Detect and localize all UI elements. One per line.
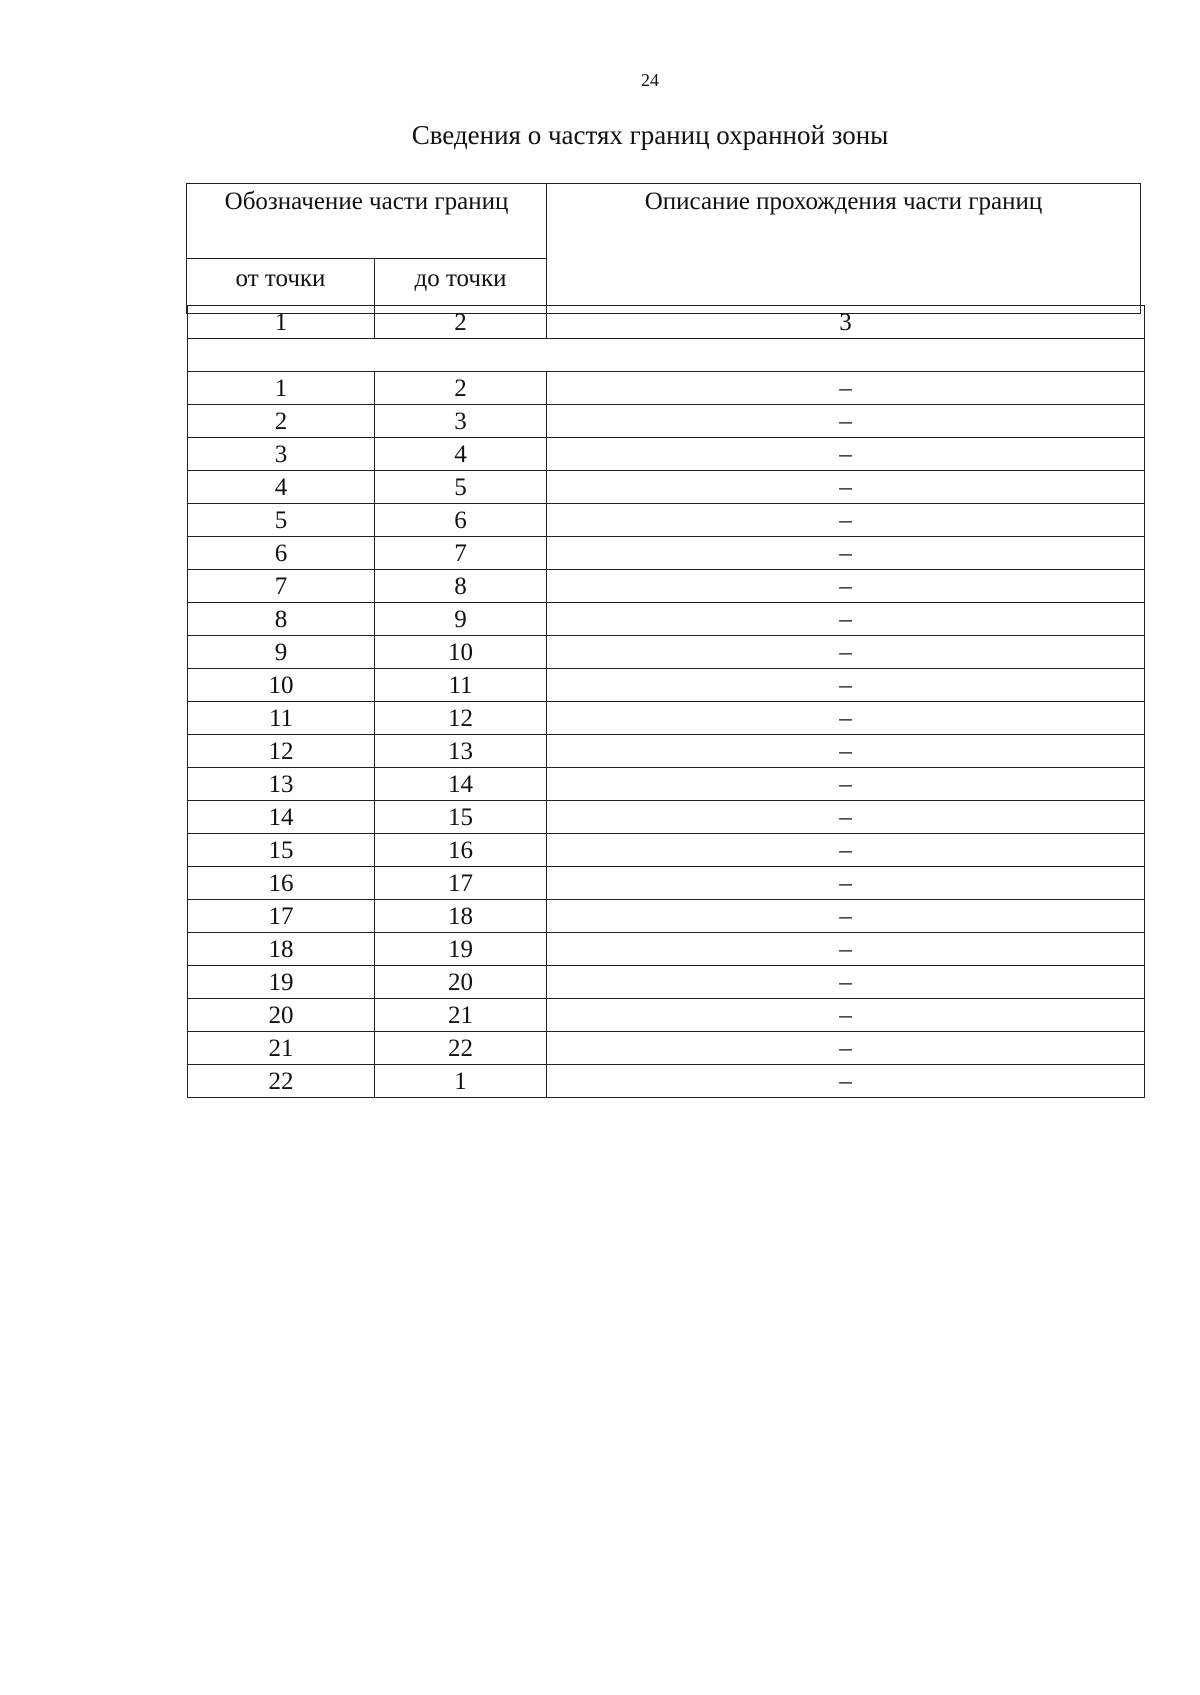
table-row [188,537,1145,570]
description-cell: – [547,867,1145,900]
table-row [188,570,1145,603]
table-header [186,183,1141,314]
to-point-cell: 13 [375,735,547,768]
from-point-cell: 13 [188,768,375,801]
column-number: 1 [188,306,375,339]
to-point-cell: 11 [375,669,547,702]
from-point-cell: 18 [188,933,375,966]
from-point-cell: 21 [188,1032,375,1065]
description-cell: – [547,702,1145,735]
page-title: Сведения о частях границ охранной зоны [411,120,889,150]
from-point-cell: 8 [188,603,375,636]
column-number: 3 [547,306,1145,339]
table-row [188,702,1145,735]
table-row [188,471,1145,504]
to-point-cell: 9 [375,603,547,636]
from-point-cell: 22 [188,1065,375,1098]
blank-row [188,339,1145,372]
to-point-cell: 15 [375,801,547,834]
to-point-cell: 3 [375,405,547,438]
description-cell: – [547,570,1145,603]
table-row [188,867,1145,900]
from-point-cell: 20 [188,999,375,1032]
description-cell: – [547,1032,1145,1065]
description-cell: – [547,834,1145,867]
from-point-cell: 12 [188,735,375,768]
table-row [188,504,1145,537]
description-cell: – [547,801,1145,834]
table-row [188,801,1145,834]
description-cell: – [547,669,1145,702]
from-point-cell: 1 [188,372,375,405]
to-point-cell: 1 [375,1065,547,1098]
column-number-row [188,306,1145,339]
column-number: 2 [375,306,547,339]
from-point-cell: 2 [188,405,375,438]
from-point-cell: 19 [188,966,375,999]
description-cell: – [547,966,1145,999]
to-point-cell: 17 [375,867,547,900]
description-cell: – [547,999,1145,1032]
table-row [188,900,1145,933]
description-cell: – [547,933,1145,966]
to-point-cell: 22 [375,1032,547,1065]
to-point-cell: 16 [375,834,547,867]
table-row [188,933,1145,966]
table-row [188,735,1145,768]
table-row [188,405,1145,438]
to-point-cell: 18 [375,900,547,933]
description-cell: – [547,372,1145,405]
to-point-cell: 12 [375,702,547,735]
table-row [188,834,1145,867]
to-point-cell: 4 [375,438,547,471]
table-row [188,768,1145,801]
description-cell: – [547,900,1145,933]
to-point-cell: 6 [375,504,547,537]
table-row [188,1032,1145,1065]
to-point-cell: 2 [375,372,547,405]
table-row [188,669,1145,702]
from-point-cell: 9 [188,636,375,669]
header-group-label: Обозначение части границ [187,184,547,259]
to-point-cell: 19 [375,933,547,966]
to-point-cell: 14 [375,768,547,801]
table-row [188,372,1145,405]
to-point-cell: 10 [375,636,547,669]
description-cell: – [547,1065,1145,1098]
from-point-cell: 4 [188,471,375,504]
blank-cell [188,339,1145,372]
header-from-label: от точки [187,259,375,314]
description-cell: – [547,636,1145,669]
table-row [188,966,1145,999]
to-point-cell: 7 [375,537,547,570]
header-to-label: до точки [375,259,547,314]
from-point-cell: 11 [188,702,375,735]
from-point-cell: 15 [188,834,375,867]
from-point-cell: 7 [188,570,375,603]
description-cell: – [547,603,1145,636]
description-cell: – [547,537,1145,570]
description-cell: – [547,768,1145,801]
header-description-label: Описание прохождения части границ [547,184,1141,314]
table-row [188,999,1145,1032]
description-cell: – [547,504,1145,537]
description-cell: – [547,438,1145,471]
from-point-cell: 16 [188,867,375,900]
from-point-cell: 10 [188,669,375,702]
to-point-cell: 8 [375,570,547,603]
description-cell: – [547,405,1145,438]
to-point-cell: 21 [375,999,547,1032]
from-point-cell: 6 [188,537,375,570]
table-row [188,636,1145,669]
from-point-cell: 3 [188,438,375,471]
table-row [188,438,1145,471]
from-point-cell: 5 [188,504,375,537]
description-cell: – [547,471,1145,504]
from-point-cell: 14 [188,801,375,834]
table-row [188,1065,1145,1098]
table-row [188,603,1145,636]
page-number: 24 [641,70,659,90]
boundary-parts-table [187,305,1145,1098]
to-point-cell: 20 [375,966,547,999]
from-point-cell: 17 [188,900,375,933]
to-point-cell: 5 [375,471,547,504]
description-cell: – [547,735,1145,768]
